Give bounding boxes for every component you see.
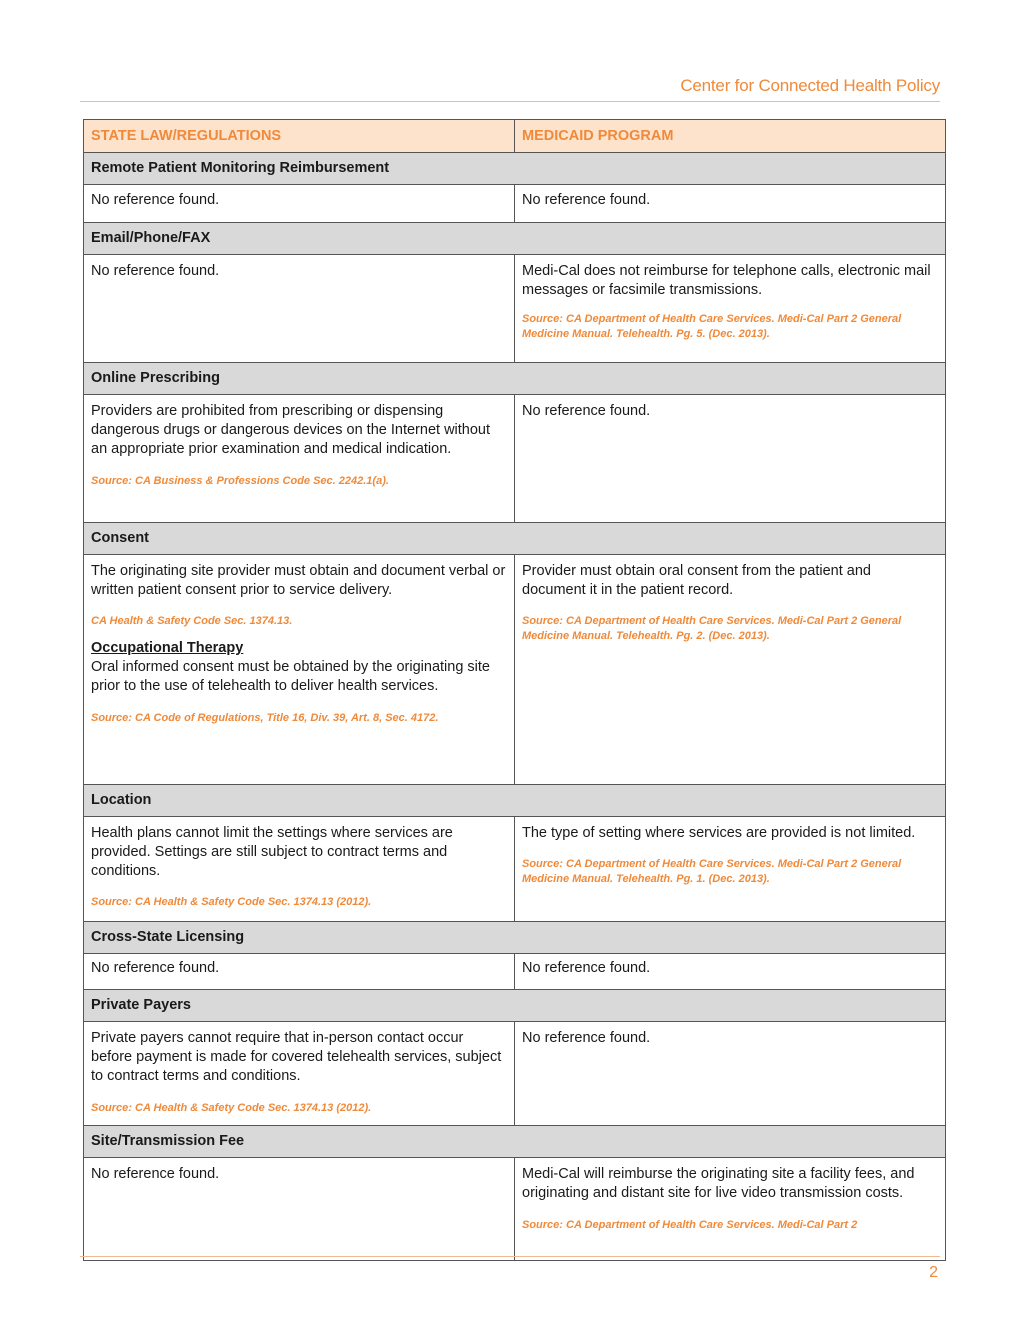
section-title: Cross-State Licensing xyxy=(84,922,946,954)
medicaid-cell xyxy=(515,817,946,922)
source-citation: CA Health & Safety Code Sec. 1374.13. xyxy=(91,615,293,627)
section-title: Remote Patient Monitoring Reimbursement xyxy=(84,153,946,185)
table-row xyxy=(84,185,946,223)
section-row xyxy=(84,523,946,555)
source-citation: Source: CA Department of Health Care Services. Medi-Cal Part 2 xyxy=(522,1219,858,1231)
state-text: The originating site provider must obtain and document verbal or written patient consent prior to service delivery. xyxy=(91,563,506,598)
section-row xyxy=(84,990,946,1022)
source-citation: Source: CA Health & Safety Code Sec. 1374.13 (2012). xyxy=(91,896,372,908)
state-cell xyxy=(84,395,515,523)
source-citation: Source: CA Business & Professions Code Sec. 2242.1(a). xyxy=(91,475,389,487)
table-header-row xyxy=(84,120,946,153)
section-row xyxy=(84,922,946,954)
state-cell xyxy=(84,255,515,363)
medicaid-cell xyxy=(515,1158,946,1261)
table-row xyxy=(84,817,946,922)
state-text: Health plans cannot limit the settings where services are provided. Settings are still subject to contract terms and conditions. xyxy=(91,825,453,879)
medicaid-text: Medi-Cal does not reimburse for telephone calls, electronic mail messages or facsimile transmissions. xyxy=(522,263,931,298)
table-row xyxy=(84,555,946,785)
section-title: Private Payers xyxy=(84,990,946,1022)
state-cell xyxy=(84,185,515,223)
state-text-secondary: Oral informed consent must be obtained by the originating site prior to the use of telehealth to deliver health services. xyxy=(91,659,490,694)
footer-rule xyxy=(80,1256,940,1257)
source-citation: Source: CA Health & Safety Code Sec. 1374.13 (2012). xyxy=(91,1102,372,1114)
state-cell xyxy=(84,555,515,785)
state-text: Providers are prohibited from prescribing or dispensing dangerous drugs or dangerous devices on the Internet without an appropriate prior examination and medical indication. xyxy=(91,403,491,457)
state-cell xyxy=(84,1158,515,1261)
medicaid-text: No reference found. xyxy=(522,960,651,976)
state-cell xyxy=(84,1022,515,1126)
source-citation: Source: CA Department of Health Care Services. Medi-Cal Part 2 General Medicine Manual. Telehealth. Pg. 5. (Dec. 2013). xyxy=(522,313,902,340)
section-row xyxy=(84,785,946,817)
subheading-occupational-therapy: Occupational Therapy xyxy=(91,640,244,656)
source-citation: Source: CA Department of Health Care Services. Medi-Cal Part 2 General Medicine Manual. Telehealth. Pg. 2. (Dec. 2013). xyxy=(522,615,902,642)
section-title: Email/Phone/FAX xyxy=(84,223,946,255)
table-row xyxy=(84,395,946,523)
state-text: No reference found. xyxy=(91,1166,220,1182)
medicaid-cell xyxy=(515,1022,946,1126)
medicaid-text: No reference found. xyxy=(522,403,651,419)
header-title: Center for Connected Health Policy xyxy=(680,76,940,95)
section-row xyxy=(84,223,946,255)
medicaid-cell xyxy=(515,954,946,990)
state-cell xyxy=(84,954,515,990)
medicaid-text: No reference found. xyxy=(522,1030,651,1046)
medicaid-text: Provider must obtain oral consent from the patient and document it in the patient record. xyxy=(522,563,871,598)
column-header-state: STATE LAW/REGULATIONS xyxy=(84,120,515,153)
medicaid-cell xyxy=(515,185,946,223)
source-citation: Source: CA Department of Health Care Services. Medi-Cal Part 2 General Medicine Manual. Telehealth. Pg. 1. (Dec. 2013). xyxy=(522,858,902,885)
state-cell xyxy=(84,817,515,922)
section-title: Location xyxy=(84,785,946,817)
medicaid-text: No reference found. xyxy=(522,192,651,208)
medicaid-text: Medi-Cal will reimburse the originating site a facility fees, and originating and distant site for live video transmission costs. xyxy=(522,1166,915,1201)
state-text: Private payers cannot require that in-person contact occur before payment is made for covered telehealth services, subject to contract terms and conditions. xyxy=(91,1030,502,1084)
source-citation-secondary: Source: CA Code of Regulations, Title 16, Div. 39, Art. 8, Sec. 4172. xyxy=(91,712,439,724)
state-text: No reference found. xyxy=(91,192,220,208)
section-title: Online Prescribing xyxy=(84,363,946,395)
section-row xyxy=(84,1126,946,1158)
header-rule xyxy=(80,101,940,102)
section-row xyxy=(84,153,946,185)
section-title: Site/Transmission Fee xyxy=(84,1126,946,1158)
medicaid-text: The type of setting where services are provided is not limited. xyxy=(522,825,916,841)
state-text: No reference found. xyxy=(91,960,220,976)
page-number: 2 xyxy=(929,1264,938,1281)
section-title: Consent xyxy=(84,523,946,555)
medicaid-cell xyxy=(515,255,946,363)
column-header-medicaid: MEDICAID PROGRAM xyxy=(515,120,946,153)
state-text: No reference found. xyxy=(91,263,220,279)
policy-table xyxy=(83,119,946,1261)
section-row xyxy=(84,363,946,395)
table-row xyxy=(84,954,946,990)
table-row xyxy=(84,255,946,363)
table-row xyxy=(84,1022,946,1126)
medicaid-cell xyxy=(515,555,946,785)
table-row xyxy=(84,1158,946,1261)
medicaid-cell xyxy=(515,395,946,523)
